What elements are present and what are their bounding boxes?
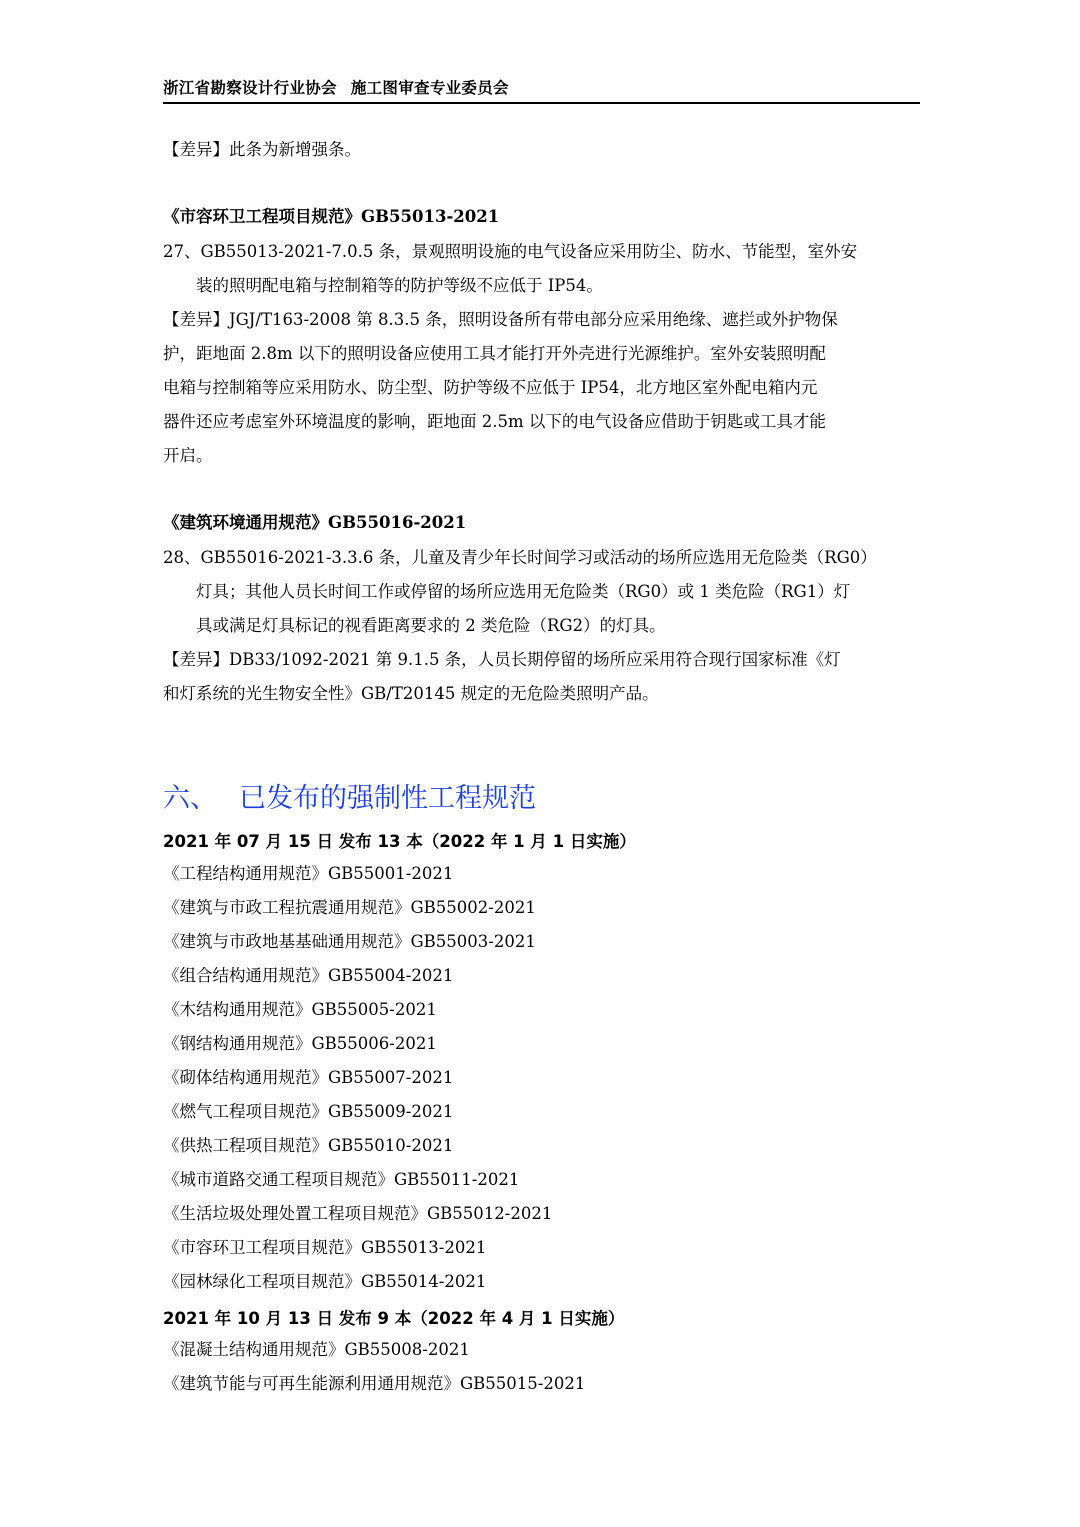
block-title: 《建筑环境通用规范》GB55016-2021 [163,513,467,532]
header-org: 浙江省勘察设计行业协会 [163,79,337,97]
standard-item: 《建筑与市政地基基础通用规范》GB55003-2021 [163,932,536,951]
standard-item: 《燃气工程项目规范》GB55009-2021 [163,1102,454,1121]
diff-line: 护，距地面 2.8m 以下的照明设备应使用工具才能打开外壳进行光源维护。室外安装照明配 [163,344,826,363]
standard-item: 《混凝土结构通用规范》GB55008-2021 [163,1340,470,1359]
diff-line: 【差异】DB33/1092-2021 第 9.1.5 条，人员长期停留的场所应采用符合现行国家标准《灯 [163,650,841,669]
standard-item: 《组合结构通用规范》GB55004-2021 [163,966,454,985]
standard-item: 《木结构通用规范》GB55005-2021 [163,1000,437,1019]
diff-line: 和灯系统的光生物安全性》GB/T20145 规定的无危险类照明产品。 [163,684,659,703]
standard-item: 《建筑节能与可再生能源利用通用规范》GB55015-2021 [163,1374,586,1393]
diff-line: 器件还应考虑室外环境温度的影响，距地面 2.5m 以下的电气设备应借助于钥匙或工具才能 [163,412,826,431]
standard-item: 《供热工程项目规范》GB55010-2021 [163,1136,454,1155]
item-line: 具或满足灯具标记的视看距离要求的 2 类危险（RG2）的灯具。 [196,616,666,635]
standard-item: 《园林绿化工程项目规范》GB55014-2021 [163,1272,487,1291]
item-line: 28、GB55016-2021-3.3.6 条，儿童及青少年长时间学习或活动的场所应选用无危险类（RG0） [163,548,877,567]
standard-item: 《市容环卫工程项目规范》GB55013-2021 [163,1238,487,1257]
intro-diff: 【差异】此条为新增强条。 [163,140,361,159]
item-line: 27、GB55013-2021-7.0.5 条，景观照明设施的电气设备应采用防尘、防水、节能型，室外安 [163,242,858,261]
page-header [163,76,920,104]
standard-item: 《砌体结构通用规范》GB55007-2021 [163,1068,454,1087]
standard-item: 《生活垃圾处理处置工程项目规范》GB55012-2021 [163,1204,553,1223]
batch-heading: 2021 年 10 月 13 日 发布 9 本（2022 年 4 月 1 日实施） [163,1309,625,1328]
item-line: 灯具；其他人员长时间工作或停留的场所应选用无危险类（RG0）或 1 类危险（RG1）灯 [196,582,851,601]
standard-item: 《工程结构通用规范》GB55001-2021 [163,864,454,883]
section-heading [163,776,536,815]
standard-item: 《建筑与市政工程抗震通用规范》GB55002-2021 [163,898,536,917]
standard-item: 《城市道路交通工程项目规范》GB55011-2021 [163,1170,520,1189]
batch-heading: 2021 年 07 月 15 日 发布 13 本（2022 年 1 月 1 日实施） [163,832,636,851]
section-number: 六、 [163,783,217,814]
diff-line: 电箱与控制箱等应采用防水、防尘型、防护等级不应低于 IP54，北方地区室外配电箱内元 [163,378,818,397]
diff-line: 【差异】JGJ/T163-2008 第 8.3.5 条，照明设备所有带电部分应采用绝缘、遮拦或外护物保 [163,310,838,329]
header-committee: 施工图审查专业委员会 [350,79,509,97]
block-title: 《市容环卫工程项目规范》GB55013-2021 [163,207,500,226]
section-title: 已发布的强制性工程规范 [239,783,536,814]
diff-line: 开启。 [163,446,213,465]
item-line: 装的照明配电箱与控制箱等的防护等级不应低于 IP54。 [196,276,603,295]
standard-item: 《钢结构通用规范》GB55006-2021 [163,1034,437,1053]
